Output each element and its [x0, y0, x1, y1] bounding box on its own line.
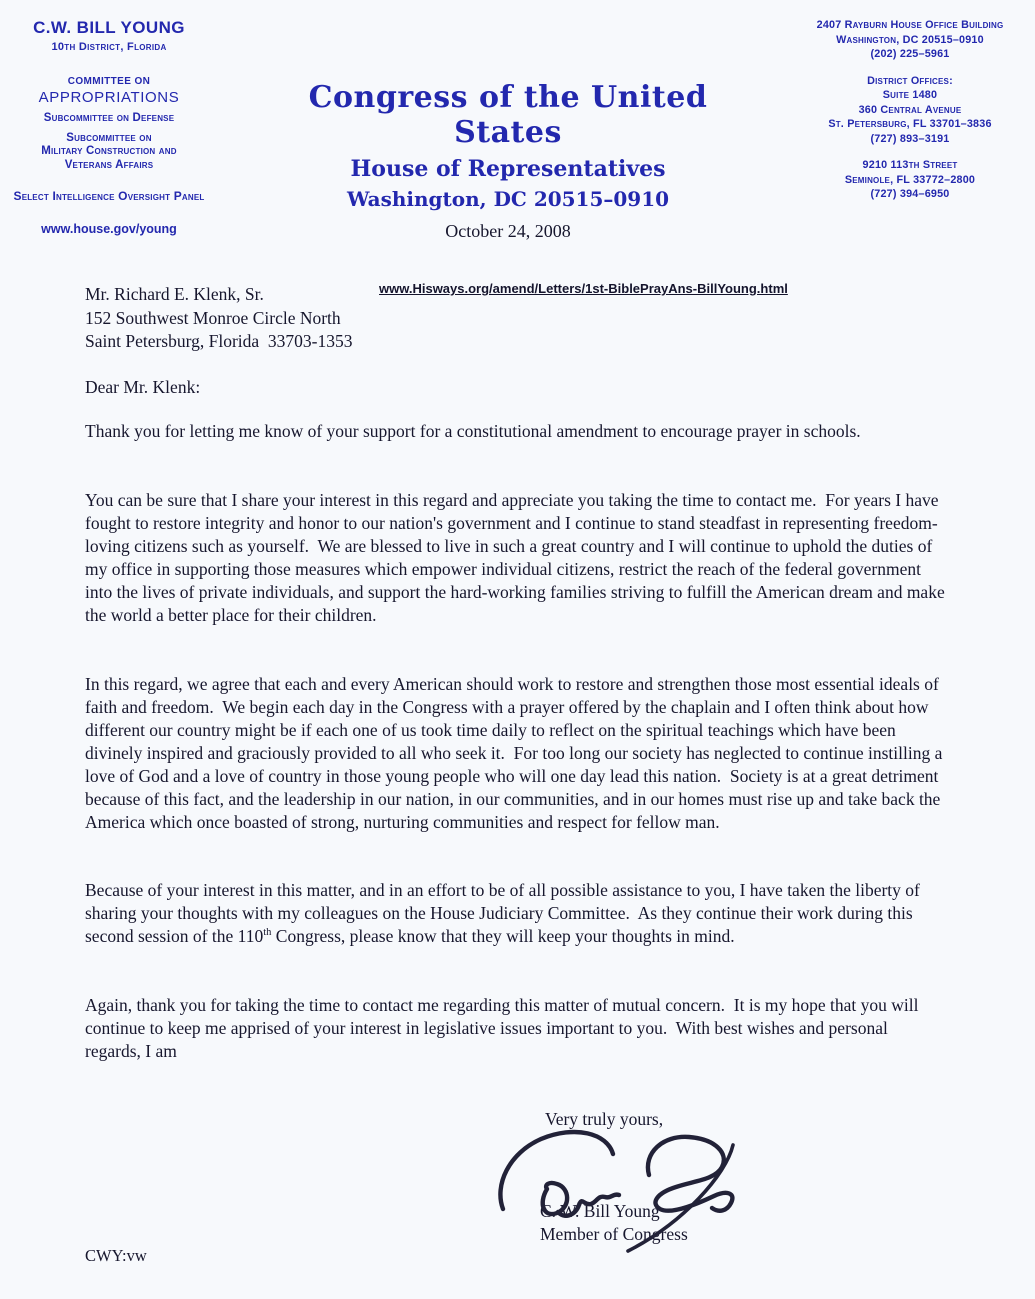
house-subtitle: House of Representatives — [350, 156, 666, 182]
recipient-address-block — [85, 283, 353, 354]
paragraph-5: Again, thank you for taking the time to contact me regarding this matter of mutual concern. It is my hope that you will continue to keep me apprised of your interest in legislative issues important to you. With best wishes and personal regards, I am — [85, 995, 923, 1061]
district-office2-street: 9210 113th Street — [862, 159, 958, 171]
recipient-street: 152 Southwest Monroe Circle North — [85, 307, 341, 328]
reference-initials: CWY:vw — [85, 1246, 147, 1265]
district-office2-phone: (727) 394–6950 — [870, 188, 950, 200]
source-url-annotation[interactable]: www.Hisways.org/amend/Letters/1st-BiblePrayAns-BillYoung.html — [379, 281, 788, 296]
house-website: www.house.gov/young — [41, 222, 177, 236]
salutation: Dear Mr. Klenk: — [85, 377, 201, 397]
committee-appropriations: APPROPRIATIONS — [38, 89, 180, 106]
member-district: 10th District, Florida — [51, 41, 167, 53]
paragraph-4 — [85, 879, 947, 948]
committee-on-label: COMMITTEE ON — [67, 76, 151, 87]
ordinal-superscript: th — [263, 927, 272, 939]
subcommittee-military-line2: Military Construction and — [41, 145, 177, 157]
signer-name: C. W. Bill Young — [540, 1201, 660, 1221]
paragraph-3: In this regard, we agree that each and every American should work to restore and strengthen those most essential ideals of faith and freedom. We begin each day in the Congress with a prayer offered by the chaplain and I often think about how different our country might be if each one of us took time daily to reflect on the spiritual teachings which have been divinely inspired and graciously provided to all who seek it. For too long our society has neglected to continue instilling a love of God and a love of country in those young people who will one day lead this nation. Society is at a great detriment because of this fact, and the leadership in our nation, in our communities, and in our homes must rise up and take back the America which once boasted of strong, nurturing communities and respect for fellow man. — [85, 674, 947, 832]
dc-office-address-line2: Washington, DC 20515–0910 — [836, 33, 984, 46]
congress-title: Congress of the United States — [308, 80, 708, 150]
district-office1-phone: (727) 893–3191 — [870, 132, 950, 145]
subcommittee-military-line3: Veterans Affairs — [64, 158, 154, 171]
paragraph-2: You can be sure that I share your interest in this regard and appreciate you taking the time to contact me. For years I have fought to restore integrity and honor to our nation's government and I continue to stand steadfast in representing freedom-loving citizens such as yourself. We are blessed to live in such a great country and I will continue to uphold the duties of my office in supporting those measures which empower individual citizens, restrict the reach of the federal government into the lives of private individuals, and support the hard-working families striving to fulfill the American dream and make the world a better place for their children. — [85, 490, 950, 625]
district-office1-city: St. Petersburg, FL 33701–3836 — [828, 118, 992, 130]
letterhead-left-column — [0, 18, 218, 236]
letterhead-right-column — [793, 18, 1027, 202]
paragraph-4-text-after: Congress, please know that they will keep your thoughts in mind. — [271, 926, 735, 946]
intelligence-panel-label: Select Intelligence Oversight Panel — [13, 189, 205, 203]
member-name: C.W. BILL YOUNG — [33, 18, 185, 37]
district-offices-label: District Offices: — [867, 74, 953, 87]
dc-office-phone: (202) 225–5961 — [870, 48, 950, 60]
paragraph-1: Thank you for letting me know of your support for a constitutional amendment to encourage prayer in schools. — [85, 421, 861, 441]
subcommittee-military-line1: Subcommittee on — [66, 131, 152, 144]
letter-date: October 24, 2008 — [445, 221, 571, 241]
paragraph-4-text: Because of your interest in this matter, and in an effort to be of all possible assistance to you, I have taken the liberty of sharing your thoughts with my colleagues on the House Judiciary Committee. As they continue their work during this second session of the 110 — [85, 880, 925, 946]
signer-title: Member of Congress — [540, 1224, 688, 1244]
washington-line: Washington, DC 20515–0910 — [346, 187, 670, 211]
valediction: Very truly yours, — [545, 1109, 664, 1129]
district-office1-suite: Suite 1480 — [882, 89, 938, 101]
recipient-city: Saint Petersburg, Florida 33703-1353 — [85, 331, 353, 351]
dc-office-address-line1: 2407 Rayburn House Office Building — [816, 19, 1004, 31]
district-office2-city: Seminole, FL 33772–2800 — [844, 173, 976, 186]
subcommittee-defense: Subcommittee on Defense — [43, 112, 175, 124]
district-office1-street: 360 Central Avenue — [858, 103, 962, 116]
recipient-name: Mr. Richard E. Klenk, Sr. — [85, 284, 264, 304]
letterhead-center-column — [255, 80, 761, 242]
